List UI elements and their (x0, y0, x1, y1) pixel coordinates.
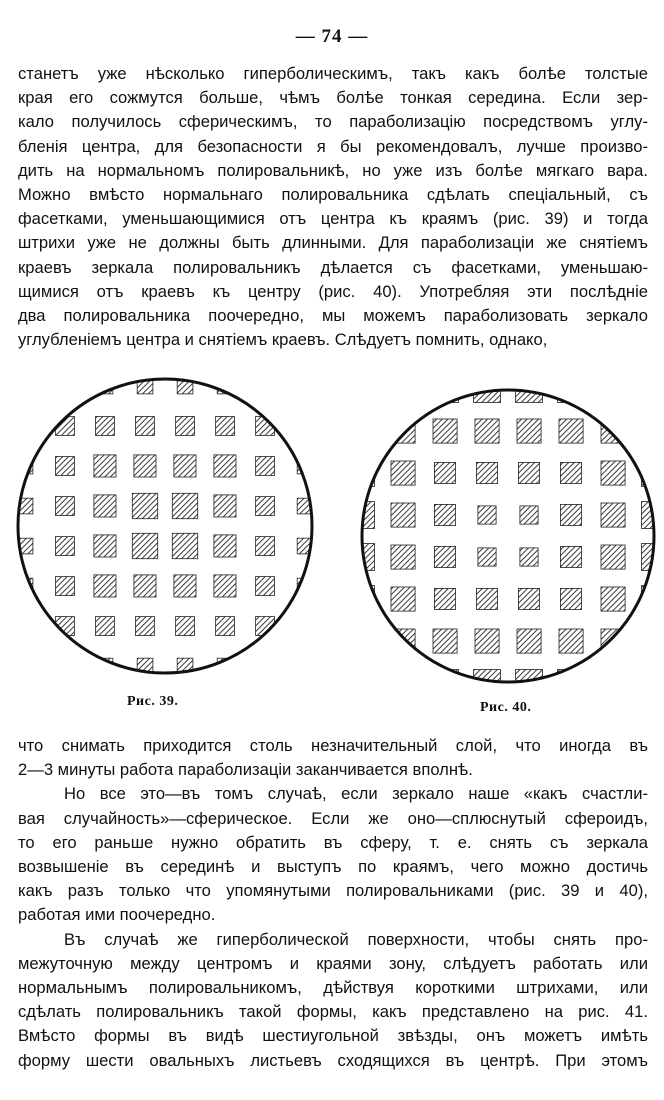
facet-tile (559, 629, 583, 653)
facet-tile (518, 588, 539, 609)
text-line: дить на нормальномъ полировальникѣ, но уже изъ болѣе мягкаго вара. (18, 160, 648, 180)
facet-tile (391, 629, 415, 653)
text-line: что снимать приходится столь незначительный слой, что иногда въ (18, 736, 648, 755)
facet-tile (56, 537, 75, 556)
facet-tile (433, 419, 457, 443)
facet-tile (601, 419, 625, 443)
facet-tile (57, 378, 73, 394)
text-line: какъ разъ только что упомянутыми полировальниками (рис. 39 и 40), (18, 881, 648, 901)
facet-tile (475, 419, 499, 443)
facet-tile (518, 462, 539, 483)
facet-tile (560, 546, 581, 567)
text-line: кало получилось сферическимъ, то параболизацію посредствомъ углу- (18, 112, 648, 132)
facet-tile (94, 455, 116, 477)
text-line: бленія центра, для безопасности я бы рекомендовалъ, лучше произво- (18, 136, 648, 156)
facet-tile (17, 378, 33, 394)
text-line: края его сожмутся больше, чѣмъ болѣе тонкая середина. Если зер- (18, 88, 648, 108)
facet-tile (358, 384, 375, 403)
text-line: Можно вмѣсто нормальнаго полировальника сдѣлать спеціальный, съ (18, 185, 648, 205)
facet-tile (176, 417, 195, 436)
facet-tile (297, 658, 313, 674)
facet-tile (132, 533, 157, 558)
text-line: Вмѣсто формы въ видѣ шестиугольной звѣзды, онъ можетъ имѣть (18, 1026, 648, 1046)
text-line: два полировальника поочередно, мы можемъ параболизовать зеркало (18, 306, 648, 326)
facet-tile (476, 462, 497, 483)
text-line: щимися отъ краевъ къ центру (рис. 40). Употребляя эти послѣдніе (18, 281, 648, 301)
facet-tile (601, 545, 625, 569)
facet-tile (136, 417, 155, 436)
facet-tile (478, 506, 496, 524)
facet-tile (56, 497, 75, 516)
facet-tile (601, 503, 625, 527)
facet-tile (358, 670, 375, 695)
text-line: то его раньше нужно обратить въ сферу, т. е. снять съ зеркала (18, 832, 648, 852)
facet-tile (600, 670, 627, 695)
text-line: работая ими поочередно. (18, 905, 216, 925)
facet-tile (559, 419, 583, 443)
facet-tile (434, 546, 455, 567)
facet-tile (642, 628, 659, 655)
facet-tile (57, 658, 73, 674)
facet-tile (478, 548, 496, 566)
facet-tile (358, 418, 375, 445)
facet-tile (17, 618, 33, 634)
facet-tile (174, 455, 196, 477)
facet-tile (297, 378, 313, 394)
facet-tile (94, 575, 116, 597)
facet-tile (214, 535, 236, 557)
text-line: фасетками, уменьшающимися отъ центра къ краямъ (рис. 39) и тогда (18, 209, 648, 229)
facet-tile (96, 417, 115, 436)
facet-tile (257, 658, 273, 674)
facet-tile (390, 384, 417, 403)
figure-40-polisher-diagram (358, 384, 658, 699)
polisher-outline (18, 379, 312, 673)
text-line: нормальнымъ полировальникомъ, дѣйствуя короткими штрихами, или (18, 978, 648, 998)
text-line: Въ случаѣ же гиперболической поверхности, чтобы снять про- (64, 929, 648, 949)
facet-tile (475, 629, 499, 653)
facet-tile (17, 658, 33, 674)
facet-tile (560, 462, 581, 483)
facet-tile (476, 588, 497, 609)
text-line: возвышеніе въ серединѣ и выступъ по краямъ, чего можно достичь (18, 857, 648, 877)
facet-tile (517, 419, 541, 443)
facet-tile (391, 503, 415, 527)
text-line: сдѣлать полировальникъ такой формы, какъ представлено на рис. 41. (18, 1002, 648, 1022)
text-line: углубленіемъ центра и снятіемъ краевъ. Слѣдуетъ помнить, однако, (18, 330, 548, 350)
facet-tile (433, 629, 457, 653)
text-line: станетъ уже нѣсколько гиперболическимъ, такъ какъ болѣе толстые (18, 64, 648, 83)
figure-39-polisher-diagram (15, 368, 315, 689)
facet-tile (560, 504, 581, 525)
paragraph-bottom (18, 734, 648, 1073)
figure-40-svg (358, 384, 658, 694)
figure-39-caption: Рис. 39. (127, 694, 179, 709)
text-line: Но все это—въ томъ случаѣ, если зеркало наше «какъ счастли- (64, 784, 648, 804)
page-number: — 74 — (295, 26, 369, 47)
facet-tile (434, 462, 455, 483)
facet-tile (256, 537, 275, 556)
facet-tile (134, 575, 156, 597)
facet-tile (94, 495, 116, 517)
facet-tile (176, 617, 195, 636)
facet-tile (601, 461, 625, 485)
facet-tile (391, 545, 415, 569)
facet-tile (257, 378, 273, 394)
facet-tile (56, 577, 75, 596)
facet-tile (434, 588, 455, 609)
facet-tile (642, 418, 659, 445)
polisher-outline (362, 390, 654, 682)
facet-grid (358, 384, 658, 694)
facet-tile (297, 618, 313, 634)
facet-tile (216, 417, 235, 436)
facet-tile (132, 493, 157, 518)
facet-tile (390, 670, 417, 695)
facet-tile (56, 457, 75, 476)
facet-tile (172, 533, 197, 558)
facet-tile (391, 587, 415, 611)
facet-tile (520, 548, 538, 566)
facet-tile (601, 629, 625, 653)
text-line: штрихи уже не должны быть длинными. Для параболизаціи же снятіемъ (18, 233, 648, 253)
facet-tile (96, 617, 115, 636)
facet-tile (214, 575, 236, 597)
facet-tile (560, 588, 581, 609)
text-line: 2—3 минуты работа параболизаціи заканчивается вполнѣ. (18, 760, 473, 780)
facet-tile (214, 455, 236, 477)
figure-39-svg (15, 368, 315, 684)
text-line: форму шести овальныхъ листьевъ сходящихся въ центрѣ. При этомъ (18, 1050, 648, 1070)
facet-tile (520, 506, 538, 524)
facet-tile (642, 670, 659, 695)
facet-tile (136, 617, 155, 636)
facet-tile (174, 575, 196, 597)
facet-tile (17, 418, 33, 434)
text-line: вая случайность»—сферическое. Если же оно—сплюснутый сфероидъ, (18, 808, 648, 828)
facet-tile (391, 419, 415, 443)
figure-40-caption: Рис. 40. (480, 700, 532, 715)
text-line: межуточную между центромъ и краями зону, слѣдуетъ работать или (18, 953, 648, 973)
facet-tile (256, 577, 275, 596)
paragraph-top (18, 62, 648, 352)
facet-tile (216, 617, 235, 636)
facet-tile (391, 461, 415, 485)
facet-tile (134, 455, 156, 477)
facet-tile (256, 457, 275, 476)
facet-tile (601, 587, 625, 611)
text-line: краевъ зеркала полировальникъ дѣлается съ фасетками, уменьшаю- (18, 257, 648, 277)
facet-tile (358, 628, 375, 655)
facet-tile (172, 493, 197, 518)
facet-tile (297, 418, 313, 434)
facet-tile (214, 495, 236, 517)
facet-tile (600, 384, 627, 403)
facet-tile (434, 504, 455, 525)
facet-tile (642, 384, 659, 403)
facet-tile (256, 497, 275, 516)
facet-tile (517, 629, 541, 653)
facet-tile (94, 535, 116, 557)
